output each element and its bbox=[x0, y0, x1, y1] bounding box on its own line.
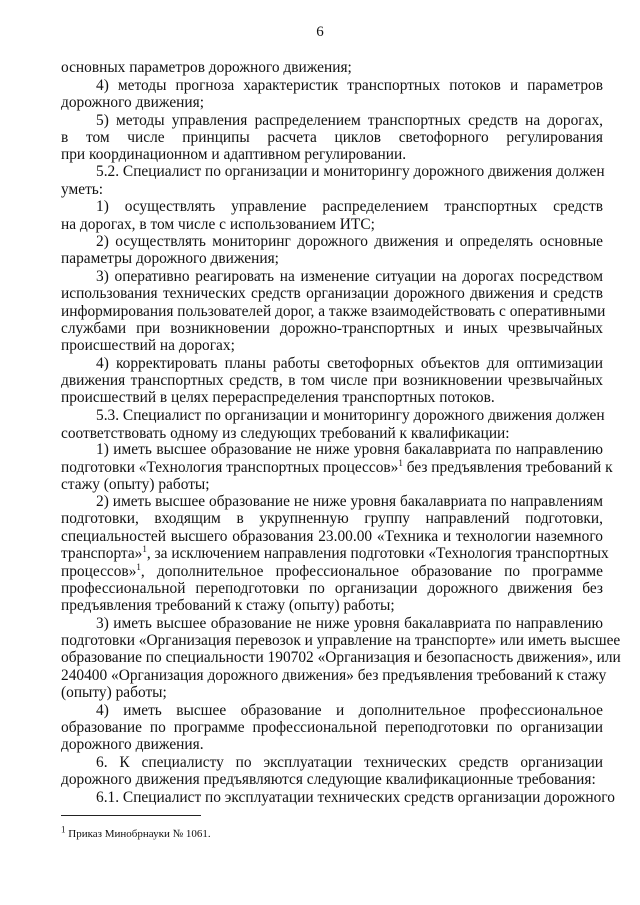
text-line-content: 3) иметь высшее образование не ниже уровня бакалавриата по направлению bbox=[96, 615, 603, 632]
text-line bbox=[61, 771, 603, 788]
text-line bbox=[61, 736, 603, 753]
text-line-content: происшествий в целях перераспределения транспортных потоков. bbox=[61, 389, 495, 406]
text-line bbox=[61, 303, 606, 320]
text-line-content: 240400 «Организация дорожного движения» без предъявления требований к стажу bbox=[61, 667, 607, 684]
text-line-content: (опыту) работы; bbox=[61, 684, 167, 701]
text-line bbox=[61, 320, 603, 337]
text-line-content: специальностей высшего образования 23.00.00 «Техника и технологии наземного bbox=[61, 528, 603, 545]
text-line-content: 2) иметь высшее образование не ниже уровня бакалавриата по направлениям bbox=[96, 493, 603, 510]
text-line-content: службами при возникновении дорожно-транспортных и иных чрезвычайных bbox=[61, 320, 603, 337]
text-line-content: дорожного движения. bbox=[61, 736, 204, 753]
text-line bbox=[61, 146, 603, 163]
text-line bbox=[61, 250, 603, 267]
text-line bbox=[96, 112, 603, 129]
text-line bbox=[96, 355, 603, 372]
text-line-content: соответствовать одному из следующих требований к квалификации: bbox=[61, 425, 510, 442]
text-line-content: 4) методы прогноза характеристик транспортных потоков и параметров bbox=[96, 77, 603, 94]
text-line-content: основных параметров дорожного движения; bbox=[61, 59, 352, 76]
text-line bbox=[96, 268, 603, 285]
footnote-text: Приказ Минобрнауки № 1061. bbox=[65, 828, 211, 840]
text-line bbox=[61, 129, 603, 146]
text-line-content: образование по специальности 190702 «Организация и безопасность движения», или bbox=[61, 649, 621, 666]
text-line bbox=[61, 684, 603, 701]
text-line-content: информирования пользователей дорог, а также взаимодействовать с оперативными bbox=[61, 303, 606, 320]
text-line bbox=[61, 580, 603, 597]
text-line-content: 6.1. Специалист по эксплуатации технических средств организации дорожного bbox=[96, 789, 615, 806]
text-line-content: 5) методы управления распределением транспортных средств на дорогах, bbox=[96, 112, 603, 129]
text-line-content: образование по программе профессиональной переподготовки по организации bbox=[61, 719, 603, 736]
text-line bbox=[61, 528, 603, 545]
text-line bbox=[96, 198, 603, 215]
text-line-content: профессиональной переподготовки по организации дорожного движения без bbox=[61, 580, 603, 597]
text-line-content: 1) иметь высшее образование не ниже уровня бакалавриата по направлению bbox=[96, 441, 603, 458]
text-line bbox=[61, 94, 603, 111]
footnote-reference: 1 bbox=[136, 561, 141, 572]
text-line-content: 4) корректировать планы работы светофорных объектов для оптимизации bbox=[96, 355, 603, 372]
text-line-content: 2) осуществлять мониторинг дорожного движения и определять основные bbox=[96, 233, 603, 250]
text-line-content: подготовки «Технология транспортных процессов» bbox=[61, 459, 399, 476]
text-line bbox=[96, 789, 615, 806]
text-line-content: 5.2. Специалист по организации и мониторингу дорожного движения должен bbox=[96, 163, 605, 180]
text-line bbox=[61, 563, 603, 580]
text-line-content: 6. К специалисту по эксплуатации технических средств организации bbox=[96, 754, 603, 771]
text-line-content: дорожного движения предъявляются следующие квалификационные требования: bbox=[61, 771, 596, 788]
text-line bbox=[61, 337, 603, 354]
text-line bbox=[61, 181, 603, 198]
text-line bbox=[61, 543, 609, 562]
text-line bbox=[61, 389, 603, 406]
text-line-content: 1) осуществлять управление распределением транспортных средств bbox=[96, 198, 603, 215]
text-line-continuation: , за исключением направления подготовки «Технология транспортных bbox=[146, 545, 609, 562]
text-line-content: 5.3. Специалист по организации и мониторингу дорожного движения должен bbox=[96, 407, 605, 424]
text-line bbox=[96, 702, 603, 719]
text-line-content: стажу (опыту) работы; bbox=[61, 476, 210, 493]
text-line-content: транспорта» bbox=[61, 545, 143, 562]
text-line-continuation: без предъявления требований к bbox=[402, 459, 613, 476]
text-line bbox=[96, 163, 603, 180]
text-line bbox=[61, 425, 603, 442]
footnote-reference: 1 bbox=[398, 457, 403, 468]
text-line-content: процессов» bbox=[61, 563, 137, 580]
page-number: 6 bbox=[316, 24, 324, 40]
text-line bbox=[61, 372, 603, 389]
text-line-content: 4) иметь высшее образование и дополнительное профессиональное bbox=[96, 702, 603, 719]
text-line bbox=[61, 649, 621, 666]
text-line-content: 3) оперативно реагировать на изменение ситуации на дорогах посредством bbox=[96, 268, 603, 285]
text-line bbox=[96, 77, 603, 94]
text-line bbox=[61, 510, 603, 527]
text-line-continuation: , дополнительное профессиональное образование по программе bbox=[140, 563, 603, 580]
text-line bbox=[61, 59, 603, 76]
text-line-content: при координационном и адаптивном регулировании. bbox=[61, 146, 407, 163]
text-line-content: движения транспортных средств, в том числе при возникновении чрезвычайных bbox=[61, 372, 603, 389]
text-line bbox=[96, 407, 603, 424]
text-line bbox=[61, 476, 603, 493]
text-line bbox=[61, 216, 603, 233]
text-line bbox=[61, 667, 607, 684]
text-line bbox=[61, 457, 613, 476]
footnote bbox=[61, 824, 211, 840]
text-line-content: предъявления требований к стажу (опыту) работы; bbox=[61, 597, 395, 614]
text-line bbox=[96, 233, 603, 250]
text-line-content: в том числе принципы расчета циклов светофорного регулирования bbox=[61, 129, 603, 146]
text-line-content: параметры дорожного движения; bbox=[61, 250, 279, 267]
text-line bbox=[96, 754, 603, 771]
text-line bbox=[96, 615, 603, 632]
text-line-content: уметь: bbox=[61, 181, 104, 198]
text-line bbox=[96, 441, 603, 458]
text-line bbox=[61, 632, 621, 649]
text-line bbox=[96, 493, 603, 510]
footnote-mark: 1 bbox=[61, 824, 66, 835]
footnote-reference: 1 bbox=[142, 543, 147, 554]
text-line-content: использования технических средств организации дорожного движения и средств bbox=[61, 285, 603, 302]
text-line-content: происшествий на дорогах; bbox=[61, 337, 235, 354]
text-line bbox=[61, 597, 603, 614]
text-line-content: подготовки «Организация перевозок и управление на транспорте» или иметь высшее bbox=[61, 632, 621, 649]
text-line bbox=[61, 285, 603, 302]
text-line-content: подготовки, входящим в укрупненную группу направлений подготовки, bbox=[61, 510, 603, 527]
text-line-content: на дорогах, в том числе с использованием ИТС; bbox=[61, 216, 375, 233]
text-line-content: дорожного движения; bbox=[61, 94, 204, 111]
footnote-separator bbox=[61, 815, 201, 816]
text-line bbox=[61, 719, 603, 736]
